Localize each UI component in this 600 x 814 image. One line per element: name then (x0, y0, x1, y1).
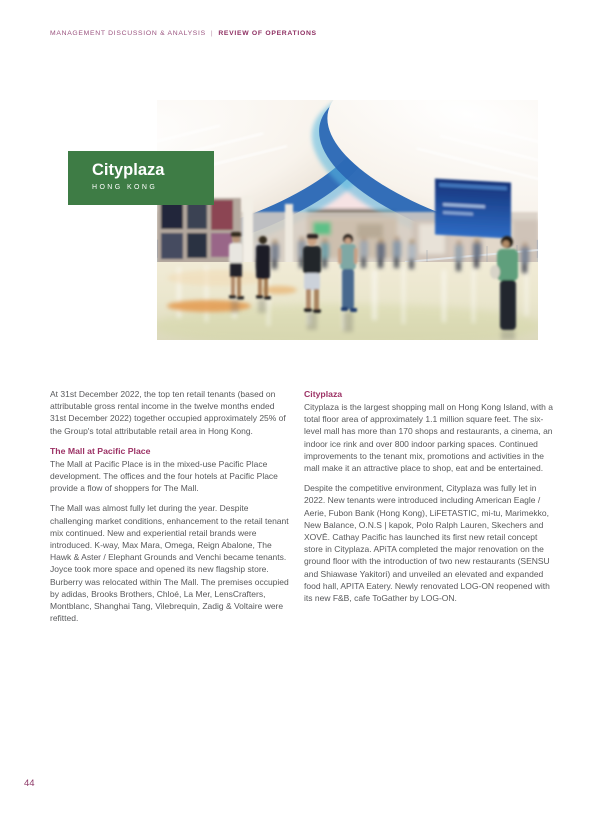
left-column (50, 388, 290, 632)
header-section-label: MANAGEMENT DISCUSSION & ANALYSIS (50, 30, 206, 37)
location-badge (68, 151, 214, 205)
running-header (50, 30, 317, 37)
header-separator: | (210, 30, 214, 37)
right-paragraph-cityplaza-overview: Cityplaza is the largest shopping mall on Hong Kong Island, with a total floor area of approximately 1.1 million square feet. The six-level mall has more than 170 shops and restaurants, a cinema, an indoor ice rink and over 800 indoor parking spaces. Continued improvements to the tenant mix, promotions and activities in the mall make it an attractive place to shop, eat and be entertained. (304, 402, 554, 474)
left-paragraph-mall-tenancy: The Mall was almost fully let during the year. Despite challenging market conditions, enhancement to the retail tenant mix continued. New and experiential retail brands were introduced. K-way, Max Mara, Omega, Reign Abalone, The Hawk & Aster / Elephant Grounds and Venchi became tenants. Joyce took more space and opened its new flagship store. Burberry was relocated within The Mall. The premises occupied by adidas, Brooks Brothers, Chloé, La Mer, LensCrafters, Montblanc, Shanghai Tang, Vilebrequin, Zadig & Voltaire were refitted. (50, 503, 289, 624)
location-badge-subtitle: HONG KONG (92, 183, 158, 191)
body-columns (50, 388, 554, 632)
mall-atrium-illustration (157, 100, 538, 340)
location-badge-title: Cityplaza (92, 161, 165, 179)
left-paragraph-tenants: At 31st December 2022, the top ten retail tenants (based on attributable gross rental income in the twelve months ended 31st December 2022) together occupied approximately 25% of the Group's total attributable retail area in Hong Kong. (50, 389, 286, 436)
right-paragraph-cityplaza-tenants: Despite the competitive environment, Cityplaza was fully let in 2022. New tenants were introduced including American Eagle / Aerie, Fubon Bank (Hong Kong), LiFETASTIC, mi-tu, Marimekko, New Balance, O.N.S | kapok, Polo Ralph Lauren, Skechers and XOVĒ. Cathay Pacific has launched its first new retail concept store in Cityplaza. APiTA completed the major renovation on the ground floor with the introduction of two new restaurants (SENSU and Shiawase Yakitori) and unveiled an elevated and expanded food hall, APITA Eatery. Newly renovated LOG-ON reopened with its new F&B, cafe ToGather by LOG-ON. (304, 483, 550, 604)
heading-cityplaza: Cityplaza (304, 389, 343, 399)
page-number: 44 (24, 778, 35, 789)
header-subsection-label: REVIEW OF OPERATIONS (218, 30, 317, 37)
left-paragraph-mall-overview: The Mall at Pacific Place is in the mixed-use Pacific Place development. The offices and the four hotels at Pacific Place provide a flow of shoppers for The Mall. (50, 458, 278, 494)
right-column (304, 388, 554, 632)
heading-mall-at-pacific-place: The Mall at Pacific Place (50, 445, 151, 456)
cityplaza-mall-photo (157, 100, 538, 340)
